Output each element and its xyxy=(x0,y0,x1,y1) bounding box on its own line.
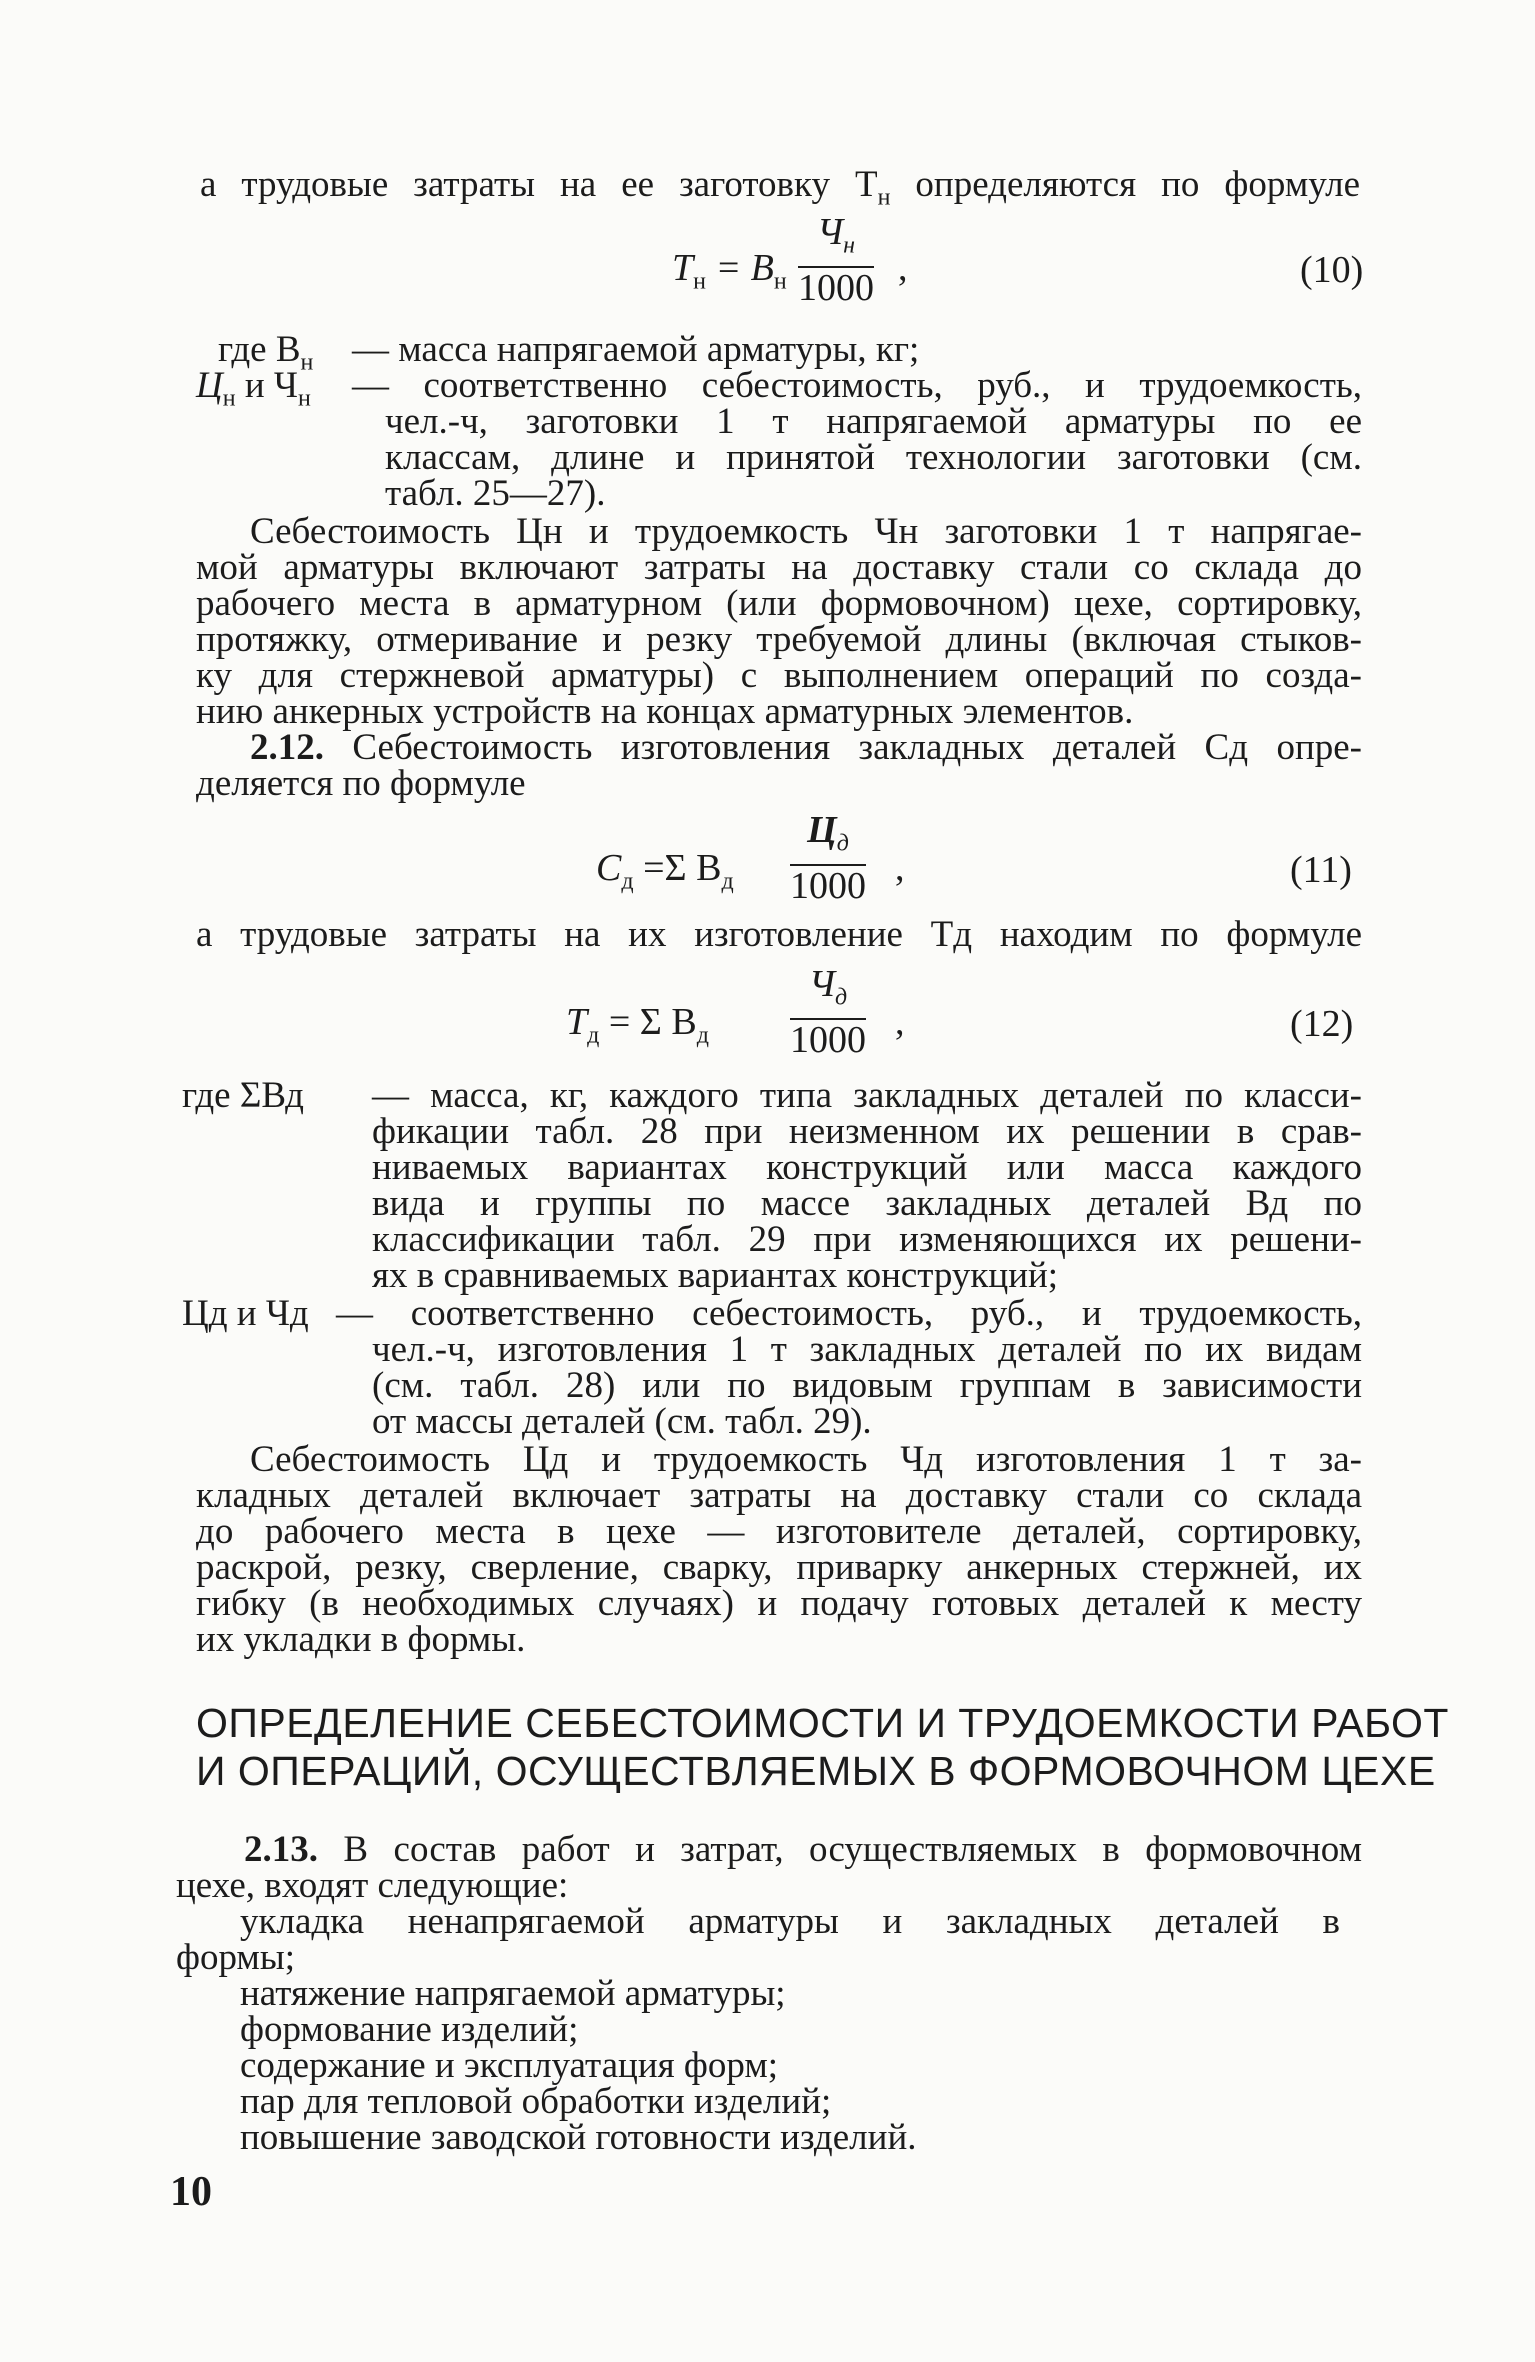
where-text: ях в сравниваемых вариантах конструкций; xyxy=(372,1255,1059,1296)
where-text-1: — масса напрягаемой арматуры, кг; xyxy=(352,329,920,370)
where-text: чел.-ч, изготовления 1 т закладных деталей по их видам xyxy=(372,1329,1362,1370)
formula-12: $Т_д = \Sigma$ $В_д$ xyxy=(566,1001,709,1049)
where-text: (см. табл. 28) или по видовым группам в зависимости xyxy=(372,1365,1362,1406)
paragraph-line: цехе, входят следующие: xyxy=(176,1865,569,1906)
list-item: формование изделий; xyxy=(240,2009,579,2050)
formula-11-comma: , xyxy=(895,847,905,889)
where-text: от массы деталей (см. табл. 29). xyxy=(372,1401,872,1442)
list-item: содержание и эксплуатация форм; xyxy=(240,2045,779,2086)
list-item: укладка ненапрягаемой арматуры и закладных деталей в xyxy=(240,1901,1340,1942)
paragraph-line: раскрой, резку, сверление, сварку, приварку анкерных стержней, их xyxy=(196,1547,1362,1588)
where-text-2: — соответственно себестоимость, руб., и трудоемкость, xyxy=(352,365,1362,406)
paragraph-line: Себестоимость Цд и трудоемкость Чд изготовления 1 т за- xyxy=(250,1439,1362,1480)
where-text: фикации табл. 28 при неизменном их решении в срав- xyxy=(372,1111,1362,1152)
where-text: ниваемых вариантах конструкций или масса каждого xyxy=(372,1147,1362,1188)
where-text-4: классам, длине и принятой технологии заготовки (см. xyxy=(385,437,1362,478)
paragraph-line: кладных деталей включает затраты на доставку стали со склада xyxy=(196,1475,1362,1516)
page-number: 10 xyxy=(170,2169,212,2215)
paragraph-line: мой арматуры включают затраты на доставку стали со склада до xyxy=(196,547,1362,588)
transition-line: а трудовые затраты на их изготовление Тд находим по формуле xyxy=(196,914,1362,955)
equation-number-12: (12) xyxy=(1290,1003,1354,1045)
formula-10-comma: , xyxy=(898,247,908,289)
where-text-5: табл. 25—27). xyxy=(385,473,606,514)
where-text: — соответственно себестоимость, руб., и трудоемкость, xyxy=(336,1293,1362,1334)
equation-number-10: (10) xyxy=(1300,249,1364,291)
paragraph-2-first-line: 2.12. Себестоимость изготовления закладных деталей Сд опре- xyxy=(250,727,1362,768)
where-text: — масса, кг, каждого типа закладных деталей по класси- xyxy=(372,1075,1362,1116)
paragraph-line: гибку (в необходимых случаях) и подачу готовых деталей к месту xyxy=(196,1583,1362,1624)
paragraph-4-first-line: 2.13. В состав работ и затрат, осуществляемых в формовочном xyxy=(244,1829,1362,1870)
paragraph-line: до рабочего места в цехе — изготовителе деталей, сортировку, xyxy=(196,1511,1362,1552)
paragraph-line: Себестоимость Цн и трудоемкость Чн заготовки 1 т напрягае- xyxy=(250,511,1362,552)
section-heading-line-2: И ОПЕРАЦИЙ, ОСУЩЕСТВЛЯЕМЫХ В ФОРМОВОЧНОМ ЦЕХЕ xyxy=(196,1748,1436,1794)
where-lead-1: где $В_н$ xyxy=(218,329,314,376)
list-item: формы; xyxy=(176,1937,295,1978)
formula-11: $С_д =\Sigma$ $В_д$ xyxy=(596,847,734,895)
where-lead-2: $Ц_н$ и $Ч_н$ xyxy=(196,365,311,412)
intro-line: а трудовые затраты на ее заготовку $Т_н$ определяются по формуле xyxy=(200,164,1360,211)
where-text: вида и группы по массе закладных деталей Вд по xyxy=(372,1183,1362,1224)
paragraph-line: их укладки в формы. xyxy=(196,1619,526,1660)
where-text-3: чел.-ч, заготовки 1 т напрягаемой арматуры по ее xyxy=(385,401,1362,442)
formula-12-comma: , xyxy=(895,1001,905,1043)
section-heading-line-1: ОПРЕДЕЛЕНИЕ СЕБЕСТОИМОСТИ И ТРУДОЕМКОСТИ РАБОТ xyxy=(196,1700,1449,1746)
paragraph-line: нию анкерных устройств на концах арматурных элементов. xyxy=(196,691,1134,732)
formula-12-fraction: $Ч_д$ 1000 xyxy=(790,963,866,1061)
paragraph-line: рабочего места в арматурном (или формовочном) цехе, сортировку, xyxy=(196,583,1362,624)
formula-10: $Т_н = В_н$ xyxy=(672,247,787,295)
list-item: натяжение напрягаемой арматуры; xyxy=(240,1973,786,2014)
where-text: классификации табл. 29 при изменяющихся их решени- xyxy=(372,1219,1362,1260)
where-lead-sum: где ΣВд xyxy=(182,1075,304,1116)
formula-11-fraction: $Ц_д$ 1000 xyxy=(790,809,866,907)
equation-number-11: (11) xyxy=(1290,849,1352,891)
list-item: пар для тепловой обработки изделий; xyxy=(240,2081,832,2122)
paragraph-line: ку для стержневой арматуры) с выполнением операций по созда- xyxy=(196,655,1362,696)
where-lead-cost: Цд и Чд xyxy=(182,1293,309,1334)
formula-10-fraction: $Ч_н$ 1000 xyxy=(798,211,874,309)
paragraph-line: протяжку, отмеривание и резку требуемой длины (включая стыков- xyxy=(196,619,1362,660)
paragraph-line: деляется по формуле xyxy=(196,763,526,804)
list-item: повышение заводской готовности изделий. xyxy=(240,2117,917,2158)
